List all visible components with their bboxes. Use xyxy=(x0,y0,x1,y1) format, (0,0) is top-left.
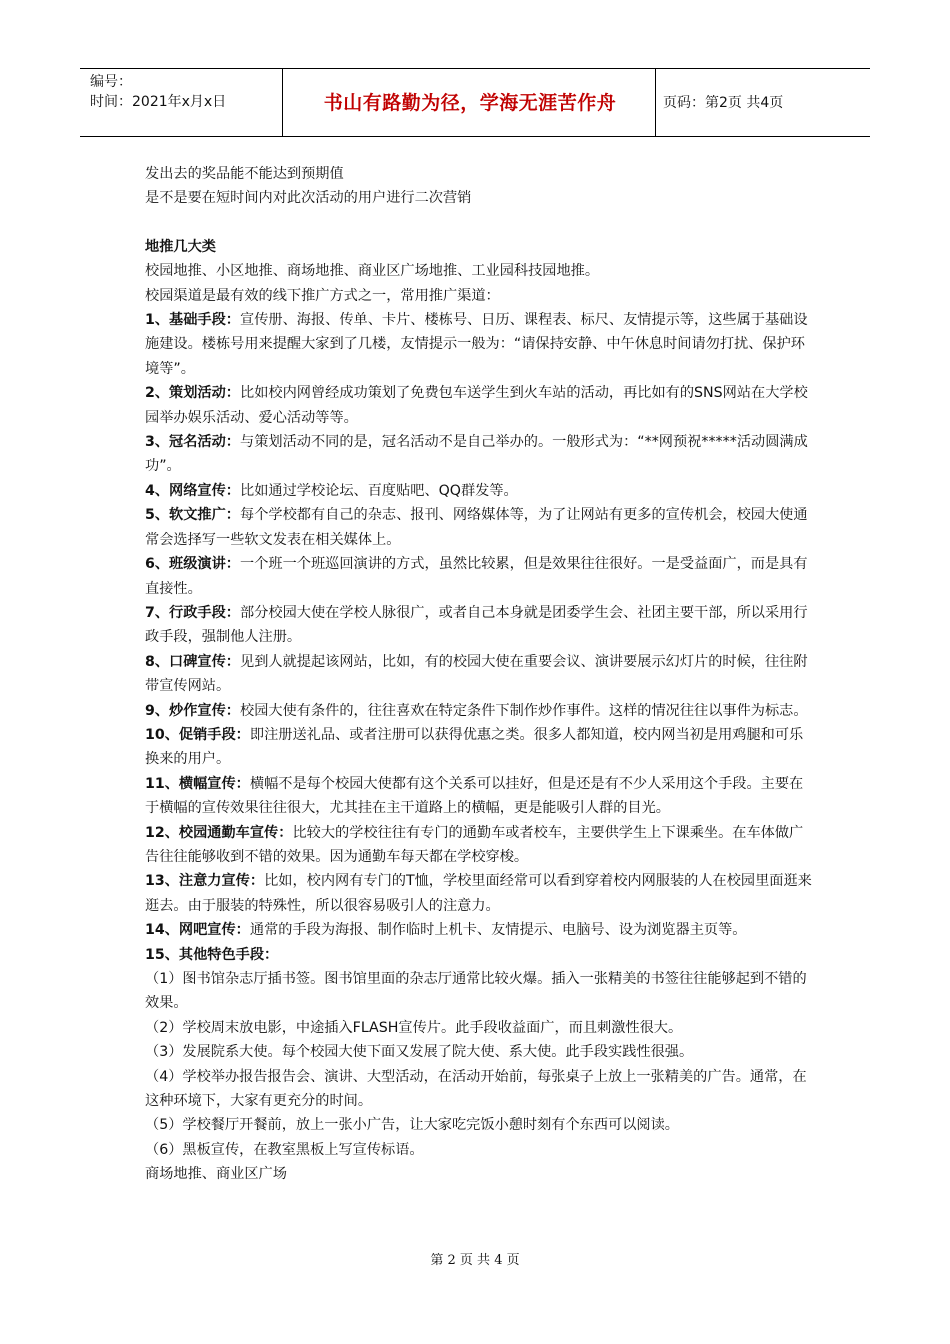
item-text: 部分校园大使在学校人脉很广，或者自己本身就是团委学生会、社团主要干部，所以采用行政手段，强制他人注册。 xyxy=(145,604,808,646)
item-text: 比如，校内网有专门的T恤，学校里面经常可以看到穿着校内网服装的人在校园里面逛来逛去。由于服装的特殊性，所以很容易吸引人的注意力。 xyxy=(145,873,812,914)
list-item xyxy=(145,869,813,918)
item-text: 即注册送礼品、或者注册可以获得优惠之类。很多人都知道，校内网当初是用鸡腿和可乐换来的用户。 xyxy=(145,726,804,768)
document-number-label: 编号： xyxy=(90,74,132,90)
list-item xyxy=(145,821,813,870)
sub-item: （4）学校举办报告报告会、演讲、大型活动，在活动开始前，每张桌子上放上一张精美的广告。通常，在这种环境下，大家有更充分的时间。 xyxy=(145,1068,807,1110)
item-text: 每个学校都有自己的杂志、报刊、网络媒体等，为了让网站有更多的宣传机会，校园大使通常会选择写一些软文发表在相关媒体上。 xyxy=(145,507,808,548)
list-item xyxy=(145,943,813,967)
item-text: 比较大的学校往往有专门的通勤车或者校车，主要供学生上下课乘坐。在车体做广告往往能够收到不错的效果。因为通勤车每天都在学校穿梭。 xyxy=(145,824,804,865)
header-top-rule xyxy=(80,68,870,69)
header-divider xyxy=(655,68,656,137)
header-motto: 书山有路勤为径，学海无涯苦作舟 xyxy=(323,92,617,114)
list-item xyxy=(145,503,813,552)
list-item xyxy=(145,699,813,723)
sub-item: （3）发展院系大使。每个校园大使下面又发展了院大使、系大使。此手段实践性很强。 xyxy=(145,1044,694,1061)
section-title: 地推几大类 xyxy=(145,238,216,255)
item-label: 11、横幅宣传： xyxy=(145,775,250,792)
item-label: 8、口碑宣传： xyxy=(145,653,240,670)
item-label: 1、基础手段： xyxy=(145,312,240,329)
sub-item: （5）学校餐厅开餐前，放上一张小广告，让大家吃完饭小憩时刻有个东西可以阅读。 xyxy=(145,1117,679,1134)
item-label: 13、注意力宣传： xyxy=(145,873,265,890)
list-item xyxy=(145,650,813,699)
item-label: 3、冠名活动： xyxy=(145,434,240,451)
header-left-info xyxy=(90,72,226,112)
list-item xyxy=(145,918,813,942)
sub-item: （2）学校周末放电影，中途插入FLASH宣传片。此手段收益面广，而且刺激性很大。 xyxy=(145,1019,683,1036)
intro-line: 发出去的奖品能不能达到预期值 xyxy=(145,166,344,182)
sub-item: （1）图书馆杂志厅插书签。图书馆里面的杂志厅通常比较火爆。插入一张精美的书签往往能够起到不错的效果。 xyxy=(145,971,807,1012)
item-label: 5、软文推广： xyxy=(145,507,240,524)
list-item xyxy=(145,772,813,821)
item-text: 与策划活动不同的是，冠名活动不是自己举办的。一般形式为：“**网预祝*****活动圆满成功”。 xyxy=(145,434,808,475)
item-text: 比如校内网曾经成功策划了免费包车送学生到火车站的活动，再比如有的SNS网站在大学校园举办娱乐活动、爱心活动等等。 xyxy=(145,385,808,426)
item-label: 14、网吧宣传： xyxy=(145,922,250,939)
sub-item: （6）黑板宣传，在教室黑板上写宣传标语。 xyxy=(145,1141,424,1158)
list-item xyxy=(145,479,813,503)
item-text: 比如通过学校论坛、百度贴吧、QQ群发等。 xyxy=(240,482,518,499)
item-label: 6、班级演讲： xyxy=(145,556,240,573)
item-text: 见到人就提起该网站，比如，有的校园大使在重要会议、演讲要展示幻灯片的时候，往往附带宣传网站。 xyxy=(145,653,808,695)
closing-line: 商场地推、商业区广场 xyxy=(145,1166,287,1183)
item-label: 7、行政手段： xyxy=(145,604,240,621)
item-text: 横幅不是每个校园大使都有这个关系可以挂好，但是还是有不少人采用这个手段。主要在于横幅的宣传效果往往很大，尤其挂在主干道路上的横幅，更是能吸引人群的目光。 xyxy=(145,775,804,817)
section-line: 校园渠道是最有效的线下推广方式之一，常用推广渠道： xyxy=(145,287,500,304)
header-page-code: 页码：第2页 共4页 xyxy=(663,95,784,111)
list-item xyxy=(145,601,813,650)
item-text: 宣传册、海报、传单、卡片、楼栋号、日历、课程表、标尺、友情提示等，这些属于基础设施建设。楼栋号用来提醒大家到了几楼，友情提示一般为：“请保持安静、中午休息时间请勿打扰、保护环境等”。 xyxy=(145,312,808,377)
item-label: 9、炒作宣传： xyxy=(145,702,240,719)
header-divider xyxy=(282,68,283,137)
item-label: 15、其他特色手段： xyxy=(145,946,279,963)
document-date: 时间：2021年x月x日 xyxy=(90,94,227,110)
list-item xyxy=(145,308,813,381)
list-item xyxy=(145,723,813,772)
item-text: 校园大使有条件的，往往喜欢在特定条件下制作炒作事件。这样的情况往往以事件为标志。 xyxy=(240,702,808,719)
item-text: 通常的手段为海报、制作临时上机卡、友情提示、电脑号、设为浏览器主页等。 xyxy=(249,922,747,939)
section-line: 校园地推、小区地推、商场地推、商业区广场地推、工业园科技园地推。 xyxy=(145,263,600,280)
list-item xyxy=(145,381,813,430)
list-item xyxy=(145,552,813,601)
header-bottom-rule xyxy=(80,136,870,137)
list-item xyxy=(145,430,813,479)
item-text: 一个班一个班巡回演讲的方式，虽然比较累，但是效果往往很好。一是受益面广，而是具有直接性。 xyxy=(145,556,808,597)
item-label: 10、促销手段： xyxy=(145,726,250,743)
item-label: 12、校园通勤车宣传： xyxy=(145,824,293,841)
item-label: 4、网络宣传： xyxy=(145,482,240,499)
intro-line: 是不是要在短时间内对此次活动的用户进行二次营销 xyxy=(145,190,472,207)
item-label: 2、策划活动： xyxy=(145,385,240,402)
document-body xyxy=(145,162,813,1187)
page-footer: 第 2 页 共 4 页 xyxy=(430,1253,520,1268)
